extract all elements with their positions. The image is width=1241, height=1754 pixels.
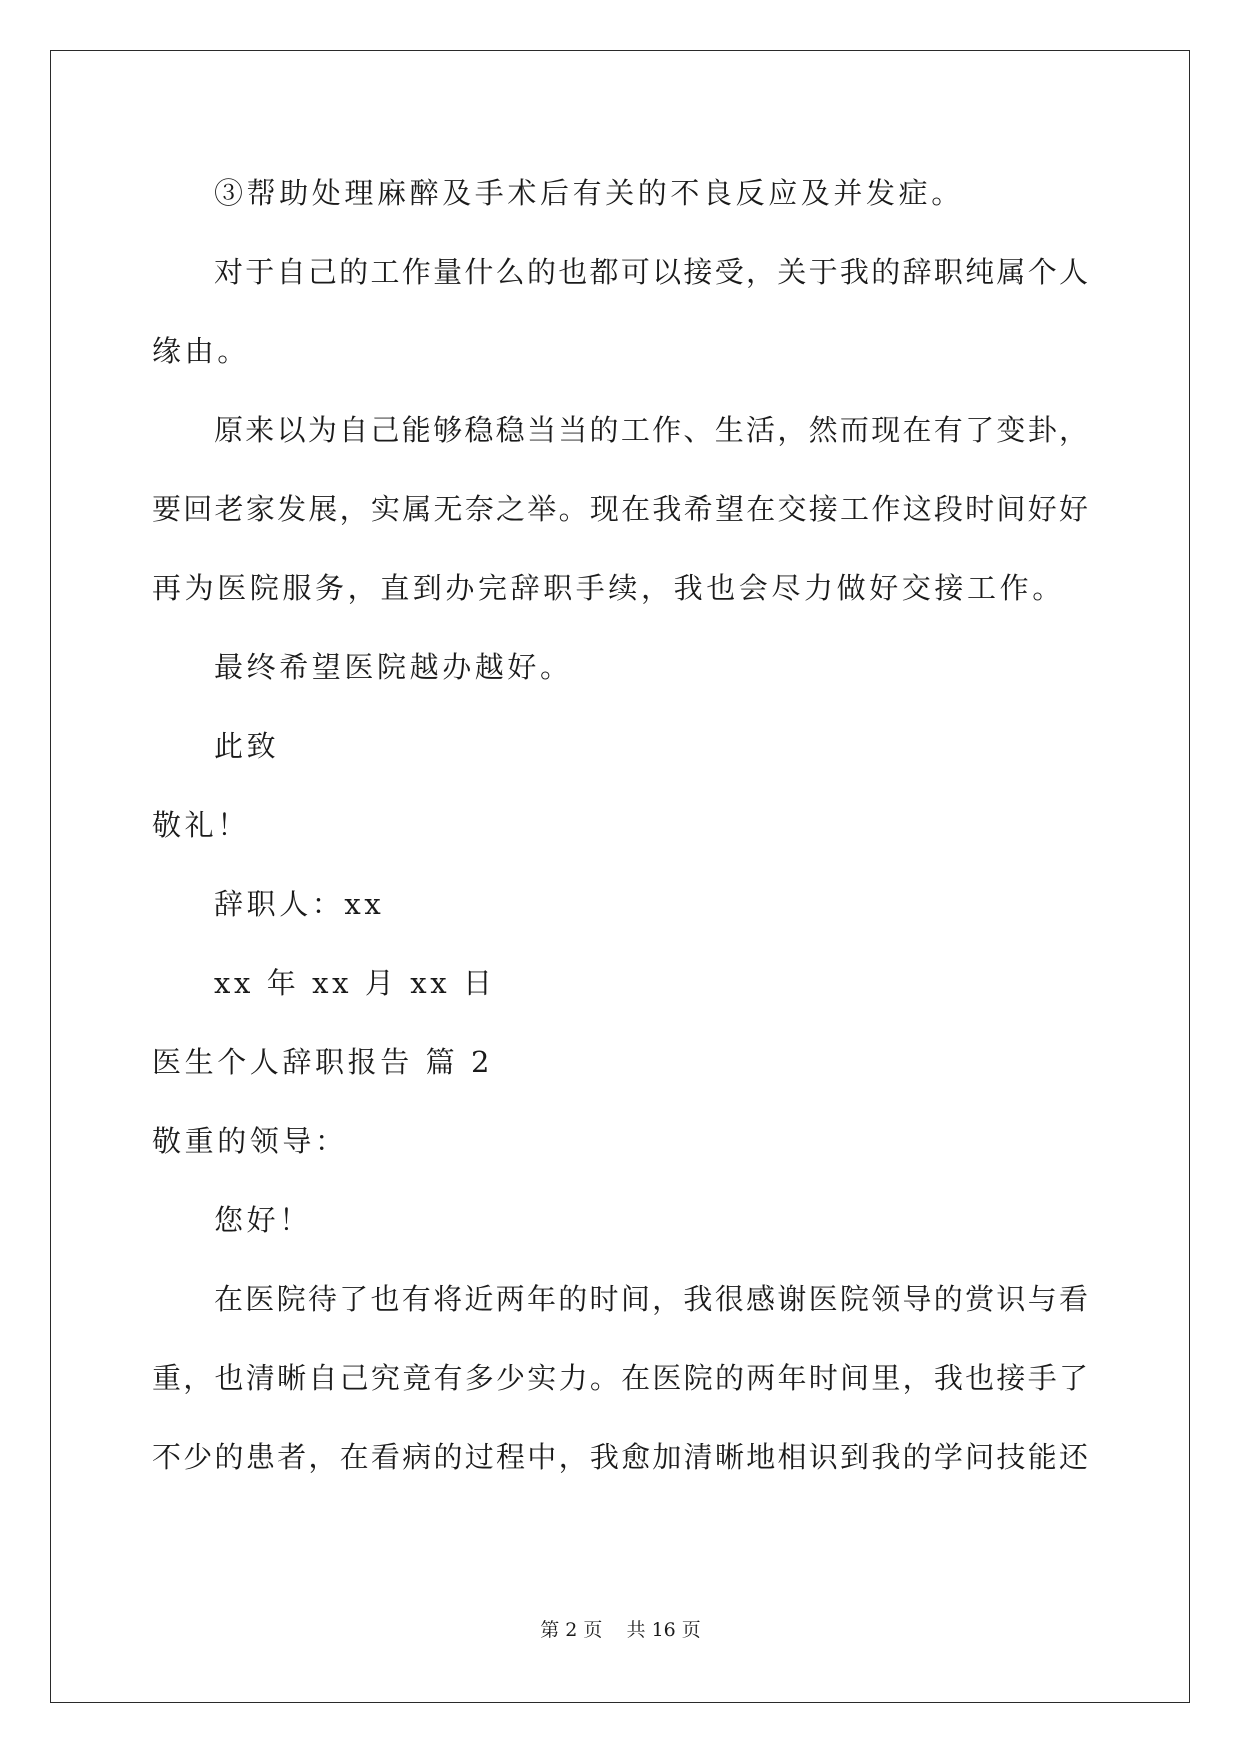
- salutation-line: 敬礼！: [152, 808, 250, 842]
- paragraph-line: 再为医院服务，直到办完辞职手续，我也会尽力做好交接工作。: [152, 571, 1065, 605]
- paragraph-line: 最终希望医院越办越好。: [214, 650, 573, 684]
- paragraph-line: 原来以为自己能够稳稳当当的工作、生活，然而现在有了变卦，: [214, 413, 1088, 447]
- date-line: xx 年 xx 月 xx 日: [214, 966, 496, 1000]
- paragraph-line: 要回老家发展，实属无奈之举。现在我希望在交接工作这段时间好好: [152, 492, 1088, 526]
- paragraph-line: 不少的患者，在看病的过程中，我愈加清晰地相识到我的学问技能还: [152, 1440, 1088, 1474]
- salutation-line: 此致: [214, 729, 280, 763]
- section-heading: 医生个人辞职报告 篇 2: [152, 1045, 494, 1079]
- page-footer: [0, 1617, 1241, 1643]
- paragraph-line: 重，也清晰自己究竟有多少实力。在医院的两年时间里，我也接手了: [152, 1361, 1088, 1395]
- paragraph-line: 在医院待了也有将近两年的时间，我很感谢医院领导的赏识与看: [214, 1282, 1088, 1316]
- paragraph-line: 缘由。: [152, 334, 250, 368]
- page-number: 第 2 页 共 16 页: [540, 1619, 701, 1641]
- greeting-line: 您好！: [214, 1203, 312, 1237]
- greeting-line: 敬重的领导：: [152, 1124, 348, 1158]
- paragraph-line: 对于自己的工作量什么的也都可以接受，关于我的辞职纯属个人: [214, 255, 1088, 289]
- paragraph-line: ③帮助处理麻醉及手术后有关的不良反应及并发症。: [214, 176, 964, 210]
- signature-line: 辞职人：xx: [214, 887, 385, 921]
